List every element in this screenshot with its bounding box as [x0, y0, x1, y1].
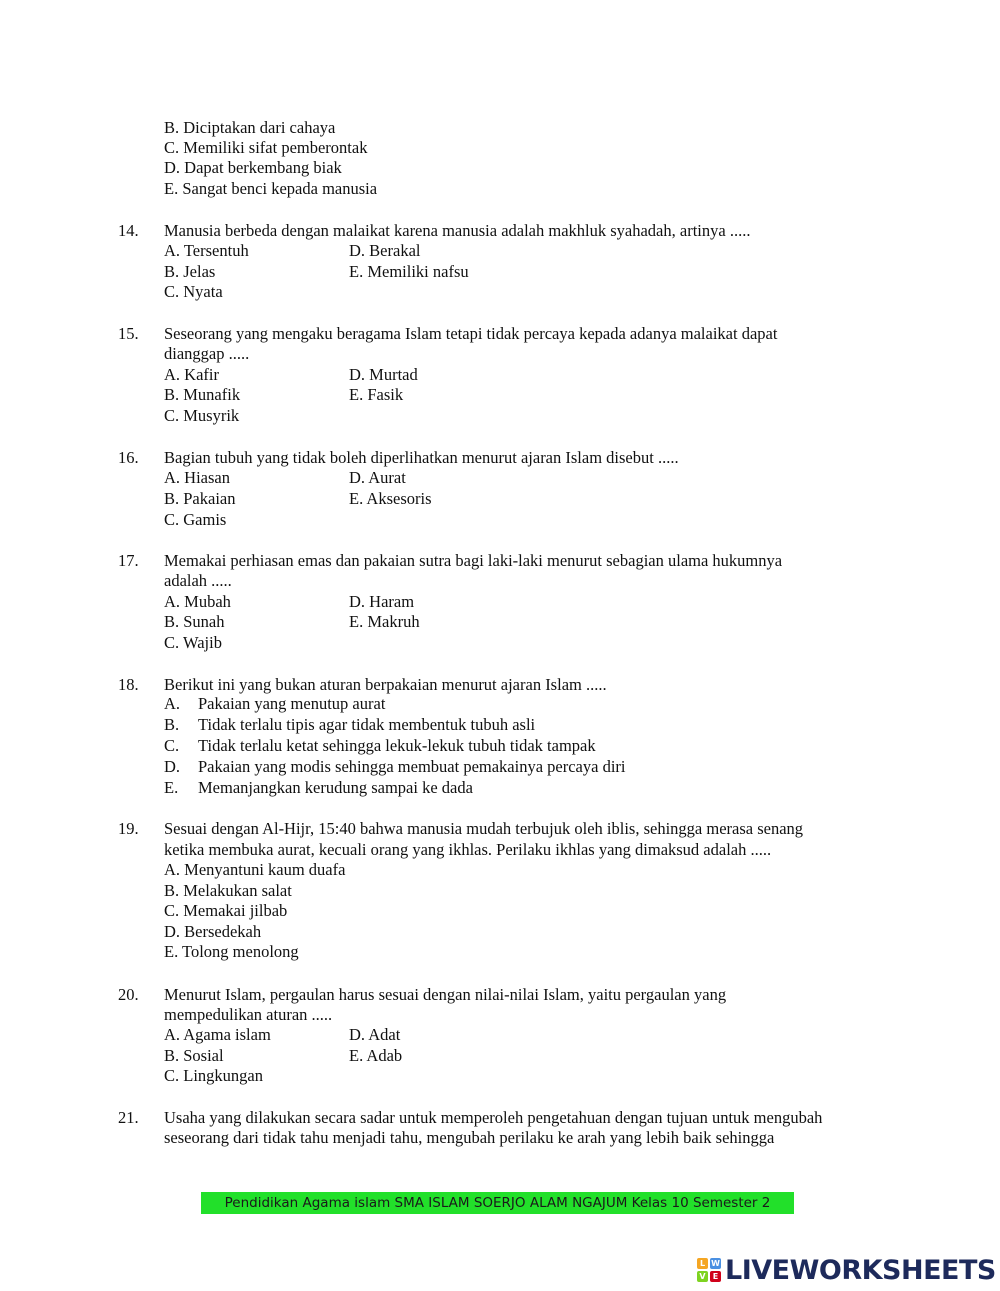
q15-option-e: E. Fasik: [349, 385, 404, 404]
q13-option-e: E. Sangat benci kepada manusia: [164, 179, 378, 198]
q18-number: 18.: [118, 675, 139, 694]
q18-option-c-letter: C.: [164, 736, 180, 755]
q17-number: 17.: [118, 551, 139, 570]
liveworksheets-logo: [697, 1254, 996, 1286]
q19-text-line1: Sesuai dengan Al-Hijr, 15:40 bahwa manusia mudah terbujuk oleh iblis, sehingga merasa senang: [164, 819, 804, 838]
logo-letter-v: V: [697, 1271, 708, 1282]
q20-option-e: E. Adab: [349, 1046, 403, 1065]
logo-letter-e: E: [710, 1271, 721, 1282]
logo-letter-w: W: [711, 1259, 720, 1268]
q17-option-a: A. Mubah: [164, 592, 231, 611]
q15-option-d: D. Murtad: [349, 365, 418, 384]
q19-text-line2: ketika membuka aurat, kecuali orang yang ikhlas. Perilaku ikhlas yang dimaksud adalah .....: [164, 840, 772, 859]
q18-option-d-letter: D.: [164, 757, 181, 776]
q18-option-a-text: Pakaian yang menutup aurat: [198, 694, 386, 713]
q20-option-c: C. Lingkungan: [164, 1066, 263, 1085]
q13-option-b: B. Diciptakan dari cahaya: [164, 118, 336, 137]
q20-option-b: B. Sosial: [164, 1046, 224, 1065]
q17-text-line2: adalah .....: [164, 571, 232, 590]
q20-number: 20.: [118, 985, 139, 1004]
q14-option-a: A. Tersentuh: [164, 241, 249, 260]
q18-option-e-letter: E.: [164, 778, 179, 797]
q17-option-d: D. Haram: [349, 592, 415, 611]
q14-option-c: C. Nyata: [164, 282, 223, 301]
q16-option-c: C. Gamis: [164, 510, 227, 529]
q18-option-b-letter: B.: [164, 715, 180, 734]
q17-option-b: B. Sunah: [164, 612, 225, 631]
q20-option-d: D. Adat: [349, 1025, 401, 1044]
q20-option-a: A. Agama islam: [164, 1025, 271, 1044]
q19-option-a: A. Menyantuni kaum duafa: [164, 860, 346, 879]
q16-option-b: B. Pakaian: [164, 489, 236, 508]
q21-text-line2: seseorang dari tidak tahu menjadi tahu, mengubah perilaku ke arah yang lebih baik sehingga: [164, 1128, 775, 1147]
q15-text-line1: Seseorang yang mengaku beragama Islam tetapi tidak percaya kepada adanya malaikat dapat: [164, 324, 778, 343]
q18-text: Berikut ini yang bukan aturan berpakaian menurut ajaran Islam .....: [164, 675, 607, 694]
q18-option-a-letter: A.: [164, 694, 181, 713]
q13-option-d: D. Dapat berkembang biak: [164, 158, 342, 177]
q18-option-d-text: Pakaian yang modis sehingga membuat pemakainya percaya diri: [198, 757, 626, 776]
q19-option-e: E. Tolong menolong: [164, 942, 299, 961]
q19-option-c: C. Memakai jilbab: [164, 901, 288, 920]
q15-number: 15.: [118, 324, 139, 343]
q15-text-line2: dianggap .....: [164, 344, 250, 363]
q18-option-b-text: Tidak terlalu tipis agar tidak membentuk tubuh asli: [198, 715, 536, 734]
q17-text-line1: Memakai perhiasan emas dan pakaian sutra bagi laki-laki menurut sebagian ulama hukumnya: [164, 551, 783, 570]
q14-option-b: B. Jelas: [164, 262, 216, 281]
q15-option-b: B. Munafik: [164, 385, 241, 404]
q15-option-c: C. Musyrik: [164, 406, 240, 425]
liveworksheets-logo-text: LIVEWORKSHEETS: [725, 1254, 996, 1286]
q14-number: 14.: [118, 221, 139, 240]
q21-text-line1: Usaha yang dilakukan secara sadar untuk memperoleh pengetahuan dengan tujuan untuk mengubah: [164, 1108, 823, 1127]
q14-option-d: D. Berakal: [349, 241, 421, 260]
q17-option-c: C. Wajib: [164, 633, 222, 652]
q16-option-a: A. Hiasan: [164, 468, 230, 487]
q18-option-e-text: Memanjangkan kerudung sampai ke dada: [198, 778, 473, 797]
q14-option-e: E. Memiliki nafsu: [349, 262, 469, 281]
q16-option-d: D. Aurat: [349, 468, 406, 487]
q16-text: Bagian tubuh yang tidak boleh diperlihatkan menurut ajaran Islam disebut .....: [164, 448, 679, 467]
q19-option-b: B. Melakukan salat: [164, 881, 292, 900]
q19-number: 19.: [118, 819, 139, 838]
q20-text-line2: mempedulikan aturan .....: [164, 1005, 333, 1024]
q14-text: Manusia berbeda dengan malaikat karena manusia adalah makhluk syahadah, artinya .....: [164, 221, 751, 240]
liveworksheets-logo-icon: [697, 1258, 721, 1282]
q16-option-e: E. Aksesoris: [349, 489, 432, 508]
footer-banner: Pendidikan Agama islam SMA ISLAM SOERJO ALAM NGAJUM Kelas 10 Semester 2: [201, 1192, 794, 1214]
logo-letter-l: L: [697, 1258, 708, 1269]
q15-option-a: A. Kafir: [164, 365, 219, 384]
q18-option-c-text: Tidak terlalu ketat sehingga lekuk-lekuk tubuh tidak tampak: [198, 736, 596, 755]
q19-option-d: D. Bersedekah: [164, 922, 262, 941]
q13-option-c: C. Memiliki sifat pemberontak: [164, 138, 368, 157]
q21-number: 21.: [118, 1108, 139, 1127]
q20-text-line1: Menurut Islam, pergaulan harus sesuai dengan nilai-nilai Islam, yaitu pergaulan yang: [164, 985, 727, 1004]
q17-option-e: E. Makruh: [349, 612, 420, 631]
q16-number: 16.: [118, 448, 139, 467]
